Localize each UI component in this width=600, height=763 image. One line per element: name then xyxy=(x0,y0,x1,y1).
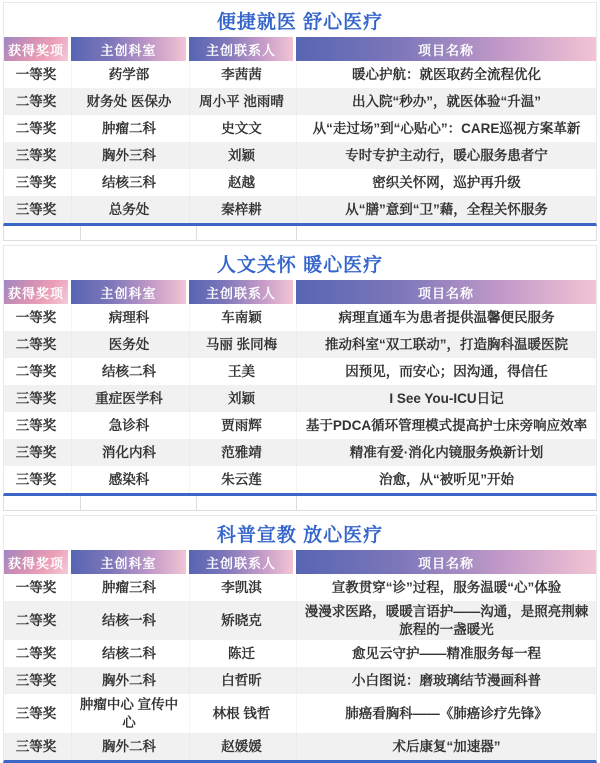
table-row xyxy=(4,88,596,115)
table-row xyxy=(4,304,596,331)
separator-cell xyxy=(81,226,197,240)
project-cell: 密织关怀网，巡护再升级 xyxy=(296,169,596,196)
project-cell: 因预见，而安心；因沟通，得信任 xyxy=(296,358,596,385)
table-row xyxy=(4,466,596,493)
table-separator-row xyxy=(3,226,597,241)
table-row xyxy=(4,385,596,412)
project-cell: 治愈，从“被听见”开始 xyxy=(296,466,596,493)
award-cell: 三等奖 xyxy=(15,417,57,433)
department-cell: 药学部 xyxy=(71,61,186,88)
project-cell: 术后康复“加速器” xyxy=(392,738,501,754)
contact-cell: 矫晓克 xyxy=(221,612,262,628)
award-cell: 一等奖 xyxy=(15,309,57,325)
award-cell: 二等奖 xyxy=(15,93,57,109)
award-cell: 三等奖 xyxy=(15,147,57,163)
table-title: 人文关怀 暖心医疗 xyxy=(4,246,596,280)
column-header-project: 项目名称 xyxy=(296,37,596,61)
table-row xyxy=(4,694,596,733)
column-header-contact: 主创联系人 xyxy=(189,280,293,304)
award-cell: 二等奖 xyxy=(15,363,57,379)
award-cell: 三等奖 xyxy=(15,672,57,688)
table-header-row xyxy=(4,550,596,574)
contact-cell: 贾雨辉 xyxy=(189,412,293,439)
table-title: 科普宣教 放心医疗 xyxy=(4,516,596,550)
column-header-project: 项目名称 xyxy=(296,550,596,574)
contact-cell: 马丽 张同梅 xyxy=(205,336,278,352)
table-row xyxy=(4,733,596,760)
department-cell: 肿瘤二科 xyxy=(71,115,186,142)
award-cell: 三等奖 xyxy=(15,705,57,721)
separator-cell xyxy=(297,496,596,510)
department-cell: 胸外二科 xyxy=(102,672,156,688)
department-cell: 财务处 医保办 xyxy=(86,93,172,109)
department-cell: 总务处 xyxy=(108,201,150,217)
department-cell: 消化内科 xyxy=(102,444,156,460)
award-cell: 二等奖 xyxy=(15,645,57,661)
column-header-award: 获得奖项 xyxy=(4,550,68,574)
project-cell: 从“膳”意到“卫”藉，全程关怀服务 xyxy=(345,201,548,217)
project-cell: 病理直通车为患者提供温馨便民服务 xyxy=(296,304,596,331)
separator-cell xyxy=(4,226,81,240)
award-cell: 三等奖 xyxy=(15,738,57,754)
contact-cell: 白哲昕 xyxy=(221,672,262,688)
separator-cell xyxy=(4,496,81,510)
department-cell: 胸外三科 xyxy=(102,147,156,163)
table-row xyxy=(4,61,596,88)
table-row xyxy=(4,331,596,358)
award-cell: 三等奖 xyxy=(15,471,57,487)
award-cell: 一等奖 xyxy=(15,579,57,595)
table-header-row xyxy=(4,37,596,61)
award-cell: 三等奖 xyxy=(15,390,57,406)
department-cell: 结核三科 xyxy=(71,169,186,196)
column-header-department: 主创科室 xyxy=(71,280,186,304)
table-row xyxy=(4,142,596,169)
table-separator-row xyxy=(3,496,597,511)
award-cell: 二等奖 xyxy=(15,336,57,352)
project-cell: 肺癌看胸科——《肺癌诊疗先锋》 xyxy=(296,694,596,733)
award-cell: 二等奖 xyxy=(15,120,57,136)
column-header-contact: 主创联系人 xyxy=(189,37,293,61)
contact-cell: 李凯淇 xyxy=(189,574,293,601)
table-row xyxy=(4,574,596,601)
contact-cell: 周小平 池雨晴 xyxy=(199,93,284,109)
separator-cell xyxy=(297,226,596,240)
separator-cell xyxy=(81,496,197,510)
project-cell: 出入院“秒办”，就医体验“升温” xyxy=(352,93,541,109)
department-cell: 感染科 xyxy=(71,466,186,493)
contact-cell: 秦梓耕 xyxy=(221,201,262,217)
table-header-row xyxy=(4,280,596,304)
award-table-1 xyxy=(3,2,597,226)
project-cell: 从“走过场”到“心贴心”：CARE巡视方案革新 xyxy=(296,115,596,142)
table-row xyxy=(4,115,596,142)
table-row xyxy=(4,358,596,385)
project-cell: I See You-ICU日记 xyxy=(389,390,504,406)
department-cell: 医务处 xyxy=(108,336,150,352)
table-row xyxy=(4,667,596,694)
contact-cell: 刘颖 xyxy=(228,390,255,406)
contact-cell: 林根 钱哲 xyxy=(189,694,293,733)
department-cell: 结核一科 xyxy=(102,612,156,628)
award-cell: 三等奖 xyxy=(15,444,57,460)
award-cell: 三等奖 xyxy=(15,174,57,190)
project-cell: 宣教贯穿“诊”过程，服务温暖“心”体验 xyxy=(296,574,596,601)
table-row xyxy=(4,601,596,640)
column-header-department: 主创科室 xyxy=(71,37,186,61)
award-table-3 xyxy=(3,515,597,763)
column-header-department: 主创科室 xyxy=(71,550,186,574)
separator-cell xyxy=(197,496,297,510)
contact-cell: 史文文 xyxy=(189,115,293,142)
column-header-contact: 主创联系人 xyxy=(189,550,293,574)
contact-cell: 赵越 xyxy=(189,169,293,196)
separator-cell xyxy=(197,226,297,240)
column-header-award: 获得奖项 xyxy=(4,280,68,304)
contact-cell: 刘颖 xyxy=(228,147,255,163)
column-header-project: 项目名称 xyxy=(296,280,596,304)
project-cell: 专时专护主动行，暖心服务患者宁 xyxy=(345,147,548,163)
project-cell: 推动科室“双工联动”，打造胸科温暖医院 xyxy=(325,336,568,352)
contact-cell: 车南颖 xyxy=(189,304,293,331)
department-cell: 肿瘤中心 宣传中心 xyxy=(71,694,186,733)
department-cell: 结核二科 xyxy=(71,640,186,667)
department-cell: 急诊科 xyxy=(71,412,186,439)
project-cell: 小白图说：磨玻璃结节漫画科普 xyxy=(352,672,541,688)
award-cell: 三等奖 xyxy=(15,201,57,217)
contact-cell: 陈迁 xyxy=(189,640,293,667)
contact-cell: 朱云莲 xyxy=(189,466,293,493)
department-cell: 胸外二科 xyxy=(102,738,156,754)
department-cell: 病理科 xyxy=(71,304,186,331)
table-row xyxy=(4,169,596,196)
award-cell: 二等奖 xyxy=(15,612,57,628)
project-cell: 暖心护航：就医取药全流程优化 xyxy=(296,61,596,88)
department-cell: 重症医学科 xyxy=(95,390,163,406)
contact-cell: 赵媛媛 xyxy=(221,738,262,754)
contact-cell: 王美 xyxy=(189,358,293,385)
department-cell: 肿瘤三科 xyxy=(71,574,186,601)
department-cell: 结核二科 xyxy=(71,358,186,385)
project-cell: 漫漫求医路，暖暖言语护——沟通，是照亮荆棘旅程的一盏暖光 xyxy=(304,604,589,637)
table-title: 便捷就医 舒心医疗 xyxy=(4,3,596,37)
contact-cell: 范雅靖 xyxy=(221,444,262,460)
award-cell: 一等奖 xyxy=(15,66,57,82)
award-table-2 xyxy=(3,245,597,496)
project-cell: 基于PDCA循环管理模式提高护士床旁响应效率 xyxy=(296,412,596,439)
table-row xyxy=(4,196,596,223)
table-row xyxy=(4,640,596,667)
column-header-award: 获得奖项 xyxy=(4,37,68,61)
table-row xyxy=(4,439,596,466)
table-row xyxy=(4,412,596,439)
project-cell: 愈见云守护——精准服务每一程 xyxy=(296,640,596,667)
project-cell: 精准有爱·消化内镜服务焕新计划 xyxy=(349,444,544,460)
contact-cell: 李茜茜 xyxy=(189,61,293,88)
